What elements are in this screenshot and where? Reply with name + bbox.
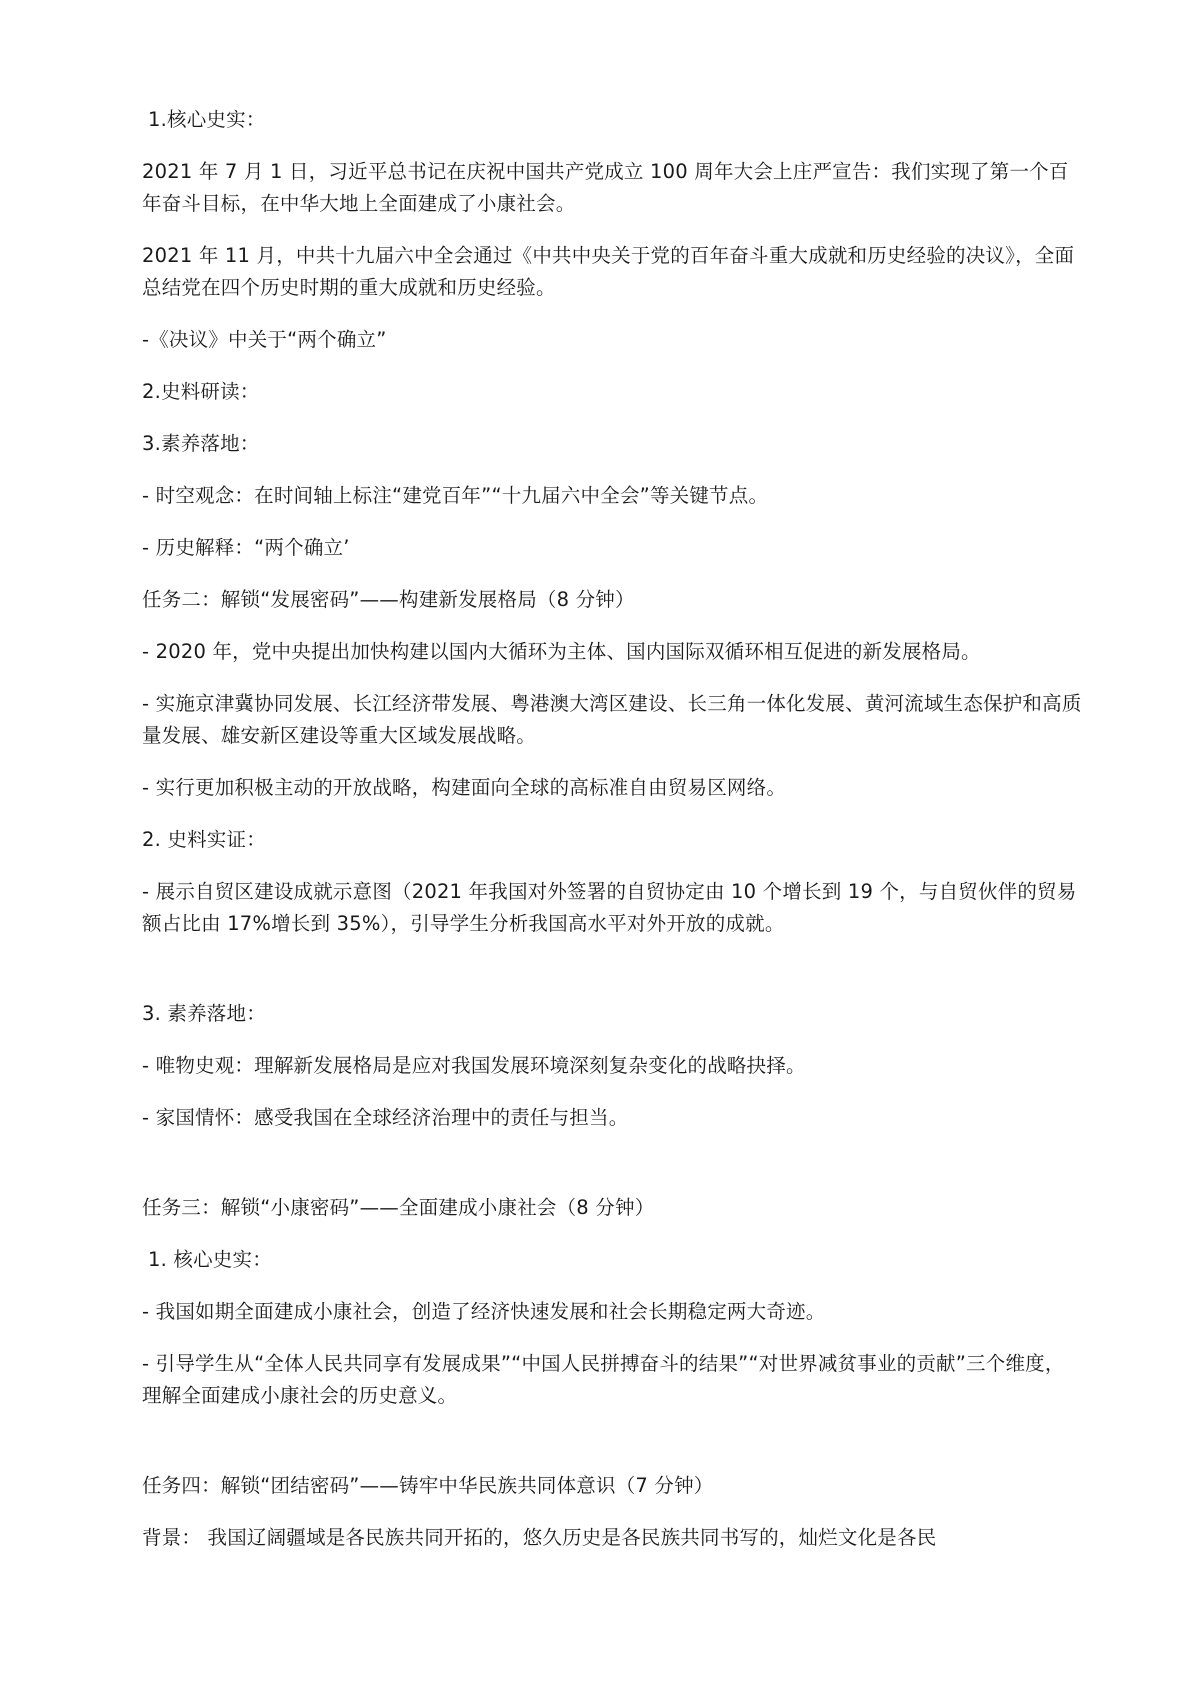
paragraph-centenary: 2021 年 7 月 1 日，习近平总书记在庆祝中国共产党成立 100 周年大会上庄严宣告：我们实现了第一个百年奋斗目标，在中华大地上全面建成了小康社会。 (142, 160, 1069, 215)
paragraph-background: 背景： 我国辽阔疆域是各民族共同开拓的，悠久历史是各民族共同书写的，灿烂文化是各民 (142, 1526, 937, 1549)
bullet-materialism: - 唯物史观：理解新发展格局是应对我国发展环境深刻复杂变化的战略抉择。 (142, 1054, 806, 1077)
bullet-opening: - 实行更加积极主动的开放战略，构建面向全球的高标准自由贸易区网络。 (142, 776, 787, 799)
heading-literacy-2: 3. 素养落地： (142, 1002, 266, 1025)
heading-task-four: 任务四：解锁“团结密码”——铸牢中华民族共同体意识（7 分钟） (142, 1474, 714, 1497)
heading-source-reading: 2.史料研读： (142, 380, 260, 403)
bullet-ftz-diagram: - 展示自贸区建设成就示意图（2021 年我国对外签署的自贸协定由 10 个增长到 19 个，与自贸伙伴的贸易额占比由 17%增长到 35%），引导学生分析我国高水平对外开放的成就。 (142, 880, 1077, 935)
bullet-three-dimensions: - 引导学生从“全体人民共同享有发展成果”“中国人民拼搏奋斗的结果”“对世界减贫事业的贡献”三个维度，理解全面建成小康社会的历史意义。 (142, 1352, 1065, 1407)
heading-core-facts: 1.核心史实： (148, 108, 266, 131)
bullet-regional-strategy: - 实施京津冀协同发展、长江经济带发展、粤港澳大湾区建设、长三角一体化发展、黄河流域生态保护和高质量发展、雄安新区建设等重大区域发展战略。 (142, 692, 1082, 747)
bullet-interpretation: - 历史解释：“两个确立’ (142, 536, 350, 559)
bullet-xiaokang: - 我国如期全面建成小康社会，创造了经济快速发展和社会长期稳定两大奇迹。 (142, 1300, 826, 1323)
paragraph-resolution: 2021 年 11 月，中共十九届六中全会通过《中共中央关于党的百年奋斗重大成就和历史经验的决议》，全面总结党在四个历史时期的重大成就和历史经验。 (142, 244, 1075, 299)
spacer (142, 1154, 1070, 1192)
bullet-spacetime: - 时空观念：在时间轴上标注“建党百年”“十九届六中全会”等关键节点。 (142, 484, 769, 507)
bullet-patriotism: - 家国情怀：感受我国在全球经济治理中的责任与担当。 (142, 1106, 629, 1129)
heading-literacy: 3.素养落地： (142, 432, 260, 455)
bullet-2020: - 2020 年，党中央提出加快构建以国内大循环为主体、国内国际双循环相互促进的新发展格局。 (142, 640, 981, 663)
spacer (142, 1432, 1070, 1470)
heading-core-facts-2: 1. 核心史实： (148, 1248, 272, 1271)
heading-task-two: 任务二：解锁“发展密码”——构建新发展格局（8 分钟） (142, 588, 635, 611)
heading-source-evidence: 2. 史料实证： (142, 828, 266, 851)
spacer (142, 960, 1070, 998)
bullet-two-establishments: -《决议》中关于“两个确立” (142, 328, 387, 351)
heading-task-three: 任务三：解锁“小康密码”——全面建成小康社会（8 分钟） (142, 1196, 655, 1219)
